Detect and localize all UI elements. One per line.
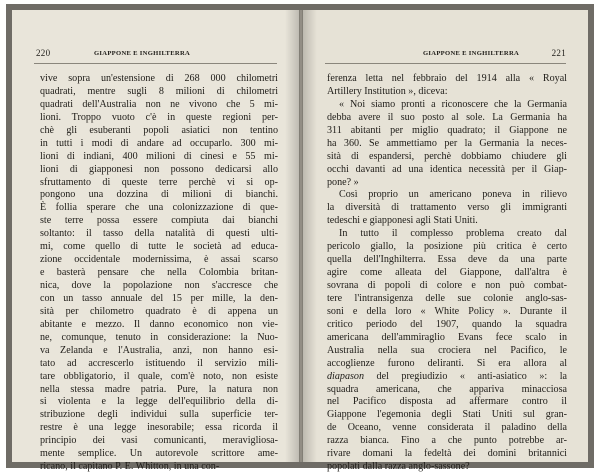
text-line: in tutti i modi di andare ad occuparlo. 300 mi- xyxy=(40,137,278,149)
text-line: squadra americana, che appariva minacciosa xyxy=(327,383,567,395)
text-line: rivare domani la fedeltà dei domini britannici xyxy=(327,448,567,460)
text-line: restre è una legge inesorabile; essa ricorda il xyxy=(40,422,278,434)
text-line: popolati dalla razza anglo-sassone? xyxy=(327,461,470,473)
text-line: va Zelanda e l'Australia, anzi, non hanno esi- xyxy=(40,344,278,356)
text-line: Così proprio un americano poneva in rilievo xyxy=(339,189,567,201)
text-line: sovrana di popoli di colore e non può combat- xyxy=(327,280,567,291)
text-line: ricano, il capitano P. E. Whitton, in una con- xyxy=(40,461,220,473)
text-line: ferenza letta nel febbraio del 1914 alla « Royal xyxy=(327,73,567,84)
text-line: sità di espandersi, perchè dobbiamo chiudere gli xyxy=(327,150,567,162)
text-line: principio dei vasi comunicanti, meravigliosa- xyxy=(40,435,278,447)
text-line: si violenta e la legge dell'equilibrio della di- xyxy=(40,396,278,408)
text-line: pone? » xyxy=(327,176,359,188)
left-running-head: GIAPPONE E INGHILTERRA xyxy=(94,50,191,57)
text-line: pericolo giallo, la posizione più critica è certo xyxy=(327,241,567,253)
right-page xyxy=(303,10,588,473)
text-line: quella dell'Inghilterra. Essa deve da una parte xyxy=(327,254,567,266)
text-line: È follia sperare che una colonizzazione di que- xyxy=(40,202,278,214)
text-line: lioni. Troppo vuoto c'è in queste regioni per- xyxy=(40,111,278,123)
right-page-number: 221 xyxy=(551,48,566,58)
text-line: In tutto il complesso problema creato dal xyxy=(339,228,567,240)
text-line: razza bianca. Fino a che punto potrebbe ar- xyxy=(327,435,567,447)
text-line: quadrati dell'Australia non ne vivono che 5 mi- xyxy=(40,98,278,110)
text-line: nella stessa madre patria. Pure, la natura non xyxy=(40,383,278,395)
text-line: vive sopra un'estensione di 268 000 chilometri xyxy=(40,73,278,84)
text-line: tedeschi e giapponesi agli Stati Uniti. xyxy=(327,215,478,227)
text-line: Giappone l'egemonia degli Stati Uniti sul gran- xyxy=(327,409,567,421)
text-line: americana dell'ammiraglio Evans fece scalo in xyxy=(327,331,567,343)
text-line: ha 360. Se ammettiamo per la Germania la neces- xyxy=(327,137,567,149)
text-line: soltanto: il tasso della natalità di questi ulti- xyxy=(40,228,278,240)
text-line: nel Pacifico disposta ad affermare contro il xyxy=(327,396,567,408)
text-line: ste terre possa essere compiuta dai bianchi xyxy=(40,215,278,227)
text-line: con un tasso annuale del 15 per mille, la den- xyxy=(40,292,278,304)
text-line: quadrati, mentre sugli 8 milioni di chilometri xyxy=(40,85,278,97)
text-line: critico periodo del 1907, quando la squadra xyxy=(327,318,567,330)
text-line: tato ad accrescerlo istituendo il servizio mili- xyxy=(40,357,278,369)
text-line: Artillery Institution », diceva: xyxy=(327,85,448,97)
text-line: ne, comunque, tenuto in considerazione: la Nuo- xyxy=(40,331,278,343)
text-line: pongono una dozzina di milioni di bianchi. xyxy=(40,189,278,201)
text-line: lioni di giapponesi non possono dedicarsi allo xyxy=(40,163,278,175)
text-line: tere l'intransigenza delle sue colonie anglo-sas- xyxy=(327,292,567,304)
right-running-head: GIAPPONE E INGHILTERRA xyxy=(423,50,520,57)
right-page-body xyxy=(327,73,567,474)
text-line: tare obbligatorio, il quale, com'è noto, non esiste xyxy=(40,370,278,382)
text-line: agire come alleata del Giappone, dall'altra è xyxy=(327,267,567,279)
text-line: zione occidentale modernissima, è assai scarso xyxy=(40,254,278,266)
text-line: « Noi siamo pronti a riconoscere che la Germania xyxy=(339,98,567,110)
text-line: occhi davanti ad una identica necessità per il Giap- xyxy=(327,163,567,175)
text-line: 311 abitanti per miglio quadrato; il Giappone ne xyxy=(327,124,567,136)
right-header-rule xyxy=(325,63,566,64)
left-page-number: 220 xyxy=(36,48,51,58)
text-line: debba avere il suo posto al sole. La Germania ha xyxy=(327,111,567,123)
text-line: stribuzione degli individui sulla superficie ter- xyxy=(40,409,278,421)
text-line: soni e della loro « White Policy ». Durante il xyxy=(327,305,567,317)
text-line: e basterà pensare che nella Colombia britan- xyxy=(40,267,278,279)
book-spread xyxy=(6,4,594,473)
text-line: sità per chilometro quadrato è di appena un xyxy=(40,305,278,317)
text-line: mente semplice. Un autorevole scrittore ame- xyxy=(40,448,278,460)
text-line: la diversità di trattamento verso gli immigranti xyxy=(327,202,567,214)
text-line: accoglienze furono deliranti. Si era allora al xyxy=(327,357,567,369)
text-line: Australia nella sua crociera nel Pacifico, le xyxy=(327,344,567,356)
text-line: sfruttamento di queste terre perchè vi si op- xyxy=(40,176,278,188)
text-line: abitante e mezzo. Il danno economico non vie- xyxy=(40,318,278,330)
text-line: chè gli esuberanti popoli asiatici non tentino xyxy=(40,124,278,136)
text-line: diapason del pregiudizio « anti-asiatico »: la xyxy=(327,370,567,382)
text-line: lioni di indiani, 400 milioni di cinesi e 55 mi- xyxy=(40,150,278,162)
left-header-rule xyxy=(34,63,277,64)
left-page xyxy=(12,10,299,473)
text-line: nica, dove la popolazione non s'accresce che xyxy=(40,280,278,291)
text-line: mi, come quello di tutte le società ad educa- xyxy=(40,241,278,253)
left-page-body xyxy=(40,73,278,474)
text-line: de Oceano, venne considerata il paladino della xyxy=(327,422,567,434)
